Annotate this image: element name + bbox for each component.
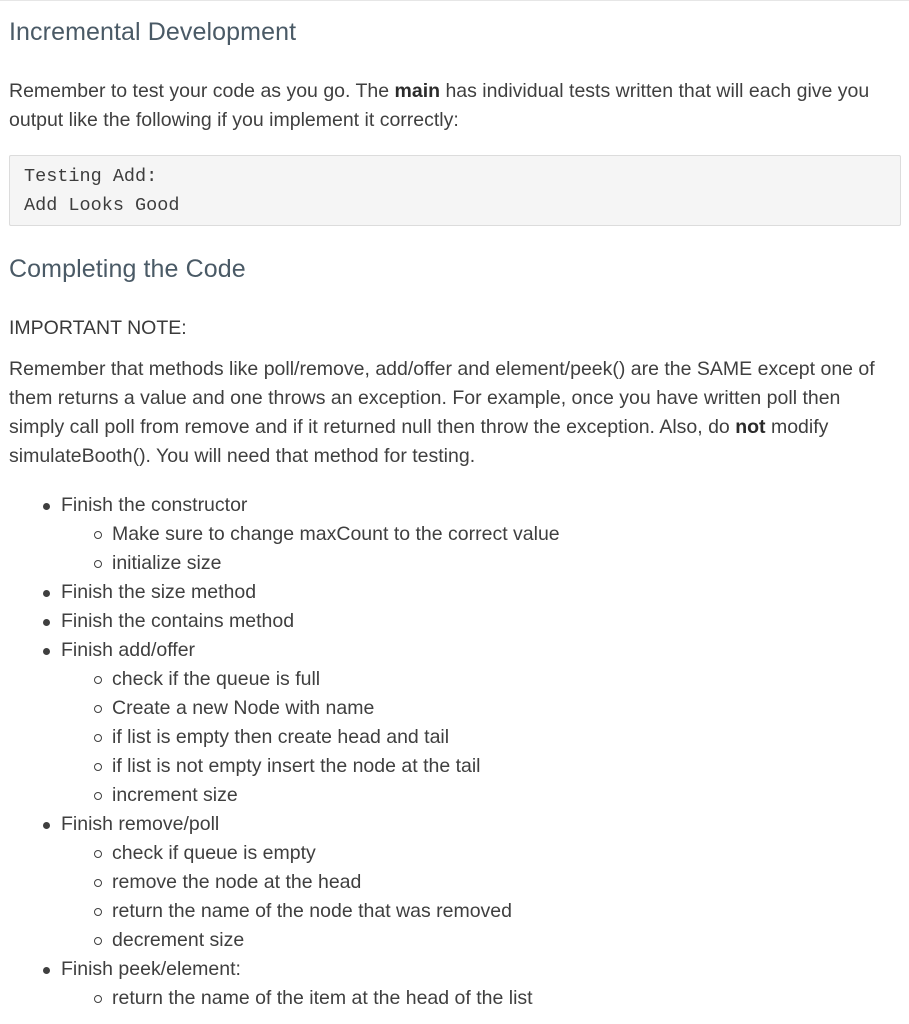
completing-paragraph-bold: not	[735, 416, 766, 438]
incremental-paragraph-text-1: Remember to test your code as you go. The	[9, 80, 395, 102]
important-note-label: IMPORTANT NOTE:	[9, 317, 187, 339]
subtask-item: return the name of the node that was removed	[61, 897, 560, 926]
completing-paragraph-text-2: modify simulateBooth(). You will need that method for testing.	[9, 416, 829, 467]
task-item-label: Finish the size method	[61, 581, 257, 603]
subtask-list	[61, 665, 560, 810]
subtask-item: Create a new Node with name	[61, 694, 560, 723]
top-divider	[0, 0, 909, 1]
subtask-item: increment size	[61, 781, 560, 810]
subtask-item: remove the node at the head	[61, 868, 560, 897]
task-list	[9, 491, 560, 1013]
subtask-list	[61, 520, 560, 578]
incremental-paragraph-bold: main	[394, 80, 441, 102]
subtask-item: Make sure to change maxCount to the correct value	[61, 520, 560, 549]
code-line: Testing Add:	[24, 166, 158, 187]
subtask-item: check if queue is empty	[61, 839, 560, 868]
code-block-text	[10, 156, 900, 220]
heading-incremental-development: Incremental Development	[9, 18, 297, 46]
task-item-label: Finish remove/poll	[61, 813, 220, 835]
subtask-list	[61, 984, 560, 1013]
subtask-item: if list is not empty insert the node at the tail	[61, 752, 560, 781]
subtask-item: check if the queue is full	[61, 665, 560, 694]
task-item	[9, 636, 560, 810]
task-item-label: Finish peek/element:	[61, 958, 241, 980]
completing-paragraph	[9, 355, 901, 471]
task-item	[9, 955, 560, 1013]
task-item	[9, 578, 560, 607]
task-item	[9, 607, 560, 636]
completing-paragraph-text-1: Remember that methods like poll/remove, add/offer and element/peek() are the SAME except one of them returns a value and one throws an exception. For example, once you have written poll then simply call poll from remove and if it returned null then throw the exception. Also, do	[9, 358, 875, 438]
subtask-item: return the name of the item at the head of the list	[61, 984, 560, 1013]
code-block	[9, 155, 901, 226]
task-item-label: Finish the constructor	[61, 494, 248, 516]
task-item	[9, 810, 560, 955]
task-item	[9, 491, 560, 578]
subtask-list	[61, 839, 560, 955]
incremental-paragraph-text-2: has individual tests written that will each give you output like the following if you implement it correctly:	[9, 80, 870, 131]
subtask-item: decrement size	[61, 926, 560, 955]
incremental-paragraph	[9, 77, 901, 135]
heading-completing-the-code: Completing the Code	[9, 255, 246, 283]
code-line: Add Looks Good	[24, 195, 180, 216]
subtask-item: initialize size	[61, 549, 560, 578]
task-item-label: Finish the contains method	[61, 610, 295, 632]
subtask-item: if list is empty then create head and tail	[61, 723, 560, 752]
task-item-label: Finish add/offer	[61, 639, 196, 661]
